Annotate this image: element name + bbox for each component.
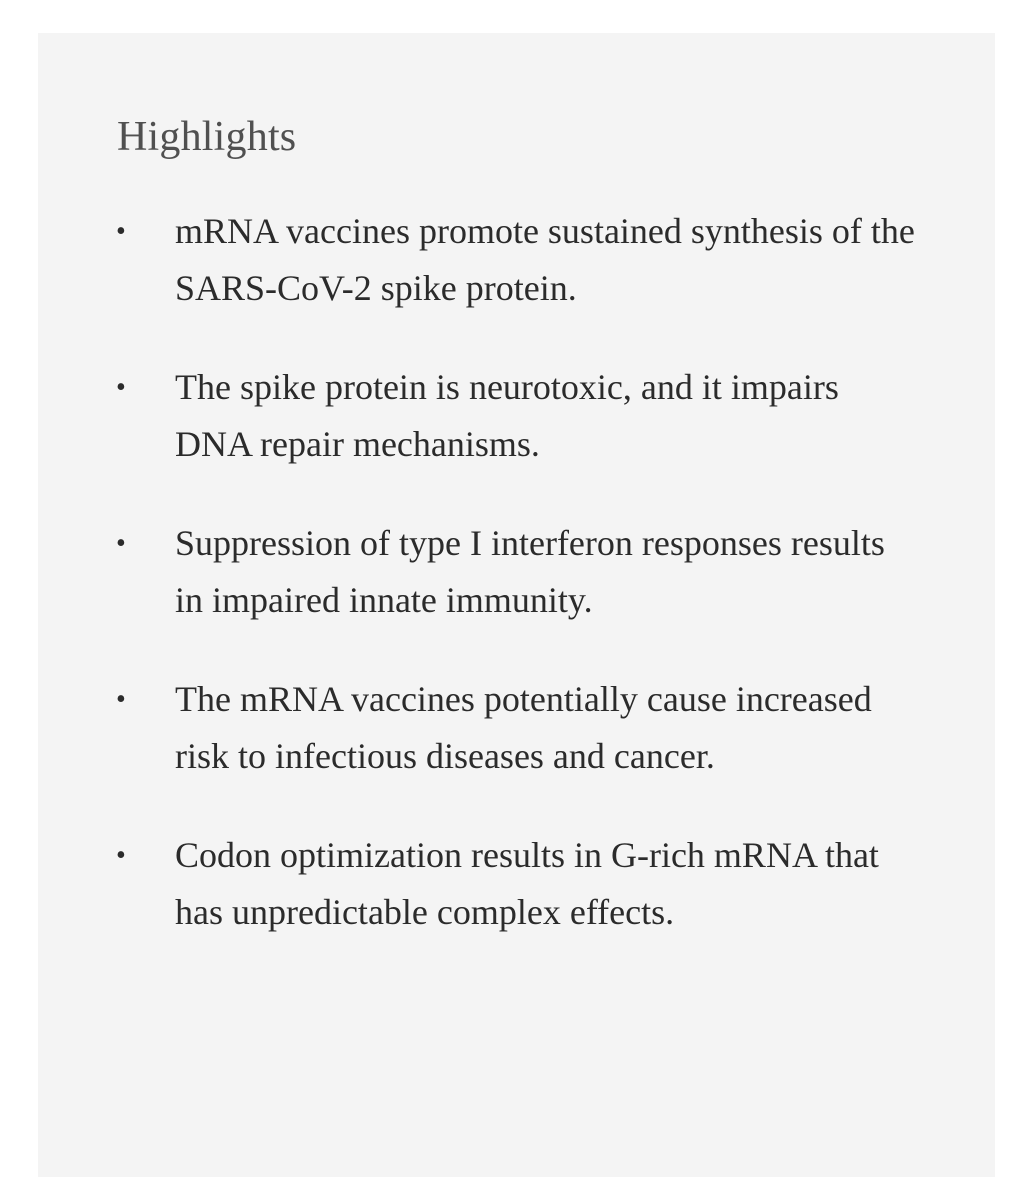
highlight-item: [38, 827, 995, 941]
highlight-text: The spike protein is neurotoxic, and it impairs DNA repair mechanisms.: [175, 367, 839, 464]
highlight-text: Suppression of type I interferon responses results in impaired innate immunity.: [175, 523, 885, 620]
highlight-text: The mRNA vaccines potentially cause increased risk to infectious diseases and cancer.: [175, 679, 872, 776]
highlight-item: [38, 203, 995, 317]
bullet-icon: •: [116, 216, 126, 247]
highlight-item: [38, 359, 995, 473]
highlights-panel: [38, 33, 995, 1177]
highlight-item: [38, 671, 995, 785]
bullet-icon: •: [116, 372, 126, 403]
bullet-icon: •: [116, 840, 126, 871]
highlight-text: Codon optimization results in G-rich mRNA that has unpredictable complex effects.: [175, 835, 879, 932]
highlights-list: [38, 203, 995, 983]
highlight-item: [38, 515, 995, 629]
highlights-heading: Highlights: [117, 114, 297, 160]
bullet-icon: •: [116, 528, 126, 559]
highlight-text: mRNA vaccines promote sustained synthesis of the SARS-CoV-2 spike protein.: [175, 211, 915, 308]
bullet-icon: •: [116, 684, 126, 715]
